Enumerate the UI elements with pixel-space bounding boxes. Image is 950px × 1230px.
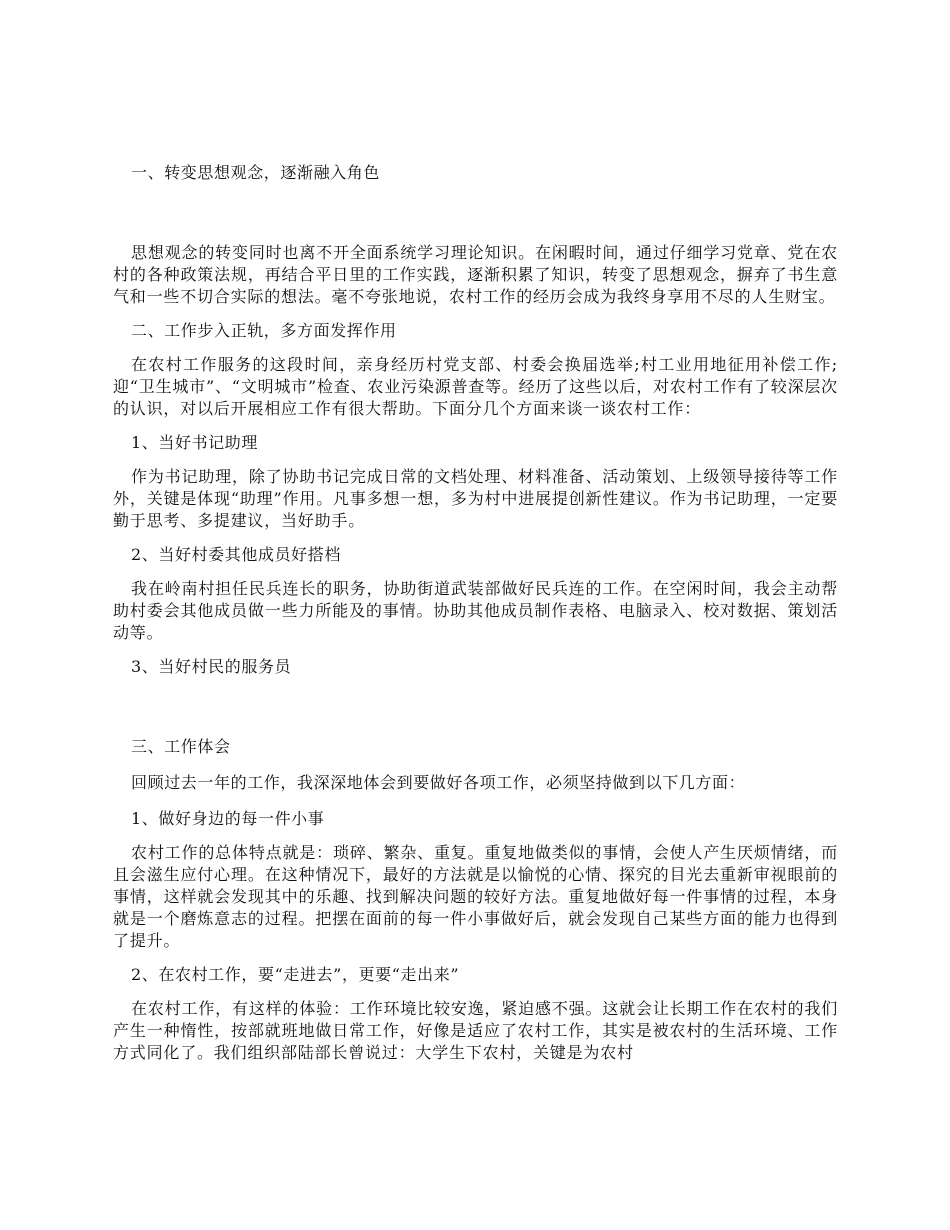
subheading-3-2: 2、在农村工作，要“走进去”，更要“走出来” <box>131 965 460 984</box>
spacer <box>113 988 838 998</box>
section-heading-1: 一、转变思想观念，逐渐融入角色 <box>131 163 381 182</box>
spacer <box>113 952 838 962</box>
spacer <box>113 644 838 654</box>
spacer <box>113 420 838 430</box>
spacer <box>113 796 838 806</box>
subheading-3-1: 1、做好身边的每一件小事 <box>131 809 325 828</box>
subheading-1-1: 1、当好书记助理 <box>131 433 258 452</box>
paragraph-4: 我在岭南村担任民兵连长的职务，协助街道武装部做好民兵连的工作。在空闲时间，我会主动帮助村委会其他成员做一些力所能及的事情。协助其他成员制作表格、电脑录入、校对数据、策划活动等。 <box>113 579 838 642</box>
section-heading-3: 三、工作体会 <box>131 737 231 756</box>
paragraph-5: 农村工作的总体特点就是：琐碎、繁杂、重复。重复地做类似的事情，会使人产生厌烦情绪，而且会滋生应付心理。在这种情况下，最好的方法就是以愉悦的心情、探究的目光去重新审视眼前的事情，这样就会发现其中的乐趣、找到解决问题的较好方法。重复地做好每一件事情的过程，本身就是一个磨炼意志的过程。把摆在面前的每一件小事做好后，就会发现自己某些方面的能力也得到了提升。 <box>113 843 838 950</box>
paragraph-2: 在农村工作服务的这段时间，亲身经历村党支部、村委会换届选举;村工业用地征用补偿工作;迎“卫生城市”、“文明城市”检查、农业污染源普查等。经历了这些以后，对农村工作有了较深层次的认识，对以后开展相应工作有很大帮助。下面分几个方面来谈一谈农村工作： <box>113 355 838 418</box>
spacer <box>113 344 838 354</box>
paragraph-3: 作为书记助理，除了协助书记完成日常的文档处理、材料准备、活动策划、上级领导接待等工作外，关键是体现“助理”作用。凡事多想一想，多为村中进展提创新性建议。作为书记助理，一定要勤于思考、多提建议，当好助手。 <box>113 467 838 530</box>
subheading-1-2: 2、当好村委其他成员好搭档 <box>131 545 341 564</box>
spacer <box>113 308 838 318</box>
paragraph-1: 思想观念的转变同时也离不开全面系统学习理论知识。在闲暇时间，通过仔细学习党章、党在农村的各种政策法规，再结合平日里的工作实践，逐渐积累了知识，转变了思想观念，摒弃了书生意气和一些不切合实际的想法。毫不夸张地说，农村工作的经历会成为我终身享用不尽的人生财宝。 <box>113 243 838 306</box>
section-heading-2: 二、工作步入正轨，多方面发挥作用 <box>131 321 397 340</box>
spacer <box>113 832 838 842</box>
intro-line: 回顾过去一年的工作，我深深地体会到要做好各项工作，必须坚持做到以下几方面： <box>131 773 746 792</box>
spacer <box>113 680 838 734</box>
paragraph-6: 在农村工作，有这样的体验：工作环境比较安逸，紧迫感不强。这就会让长期工作在农村的我们产生一种惰性，按部就班地做日常工作，好像是适应了农村工作，其实是被农村的生活环境、工作方式同化了。我们组织部陆部长曾说过：大学生下农村，关键是为农村 <box>113 999 838 1062</box>
spacer <box>113 456 838 466</box>
subheading-1-3: 3、当好村民的服务员 <box>131 657 292 676</box>
spacer <box>113 532 838 542</box>
spacer <box>113 760 838 770</box>
spacer <box>113 568 838 578</box>
document-body <box>113 160 838 1064</box>
spacer <box>113 186 838 242</box>
